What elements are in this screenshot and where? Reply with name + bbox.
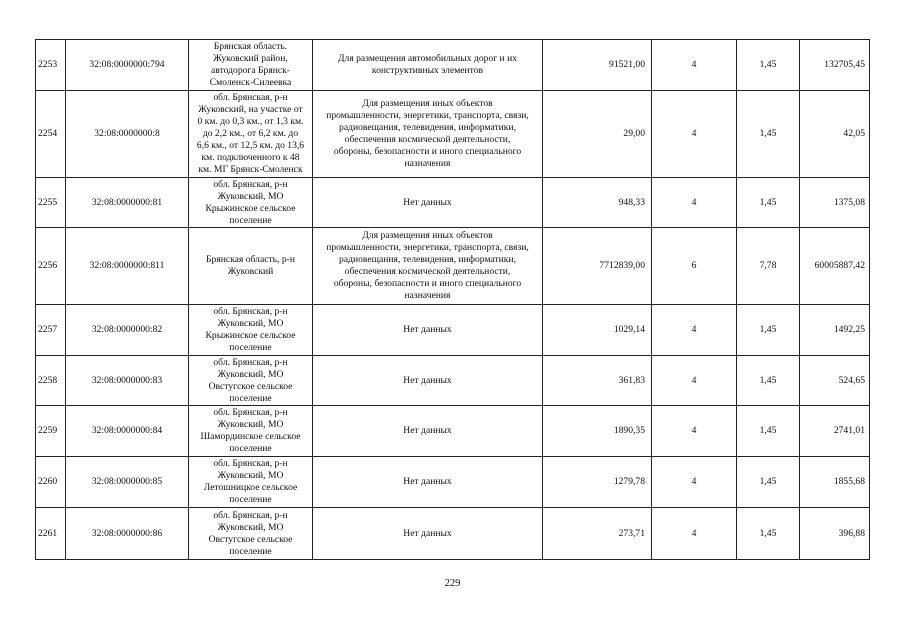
permitted-use-line: Для размещения автомобильных дорог и их bbox=[337, 53, 518, 64]
area-value-cell: 1029,14 bbox=[543, 305, 652, 356]
location-line: Жуковский район, bbox=[213, 53, 288, 64]
cadastral-number-cell: 32:08:0000000:794 bbox=[66, 40, 189, 91]
table-body bbox=[36, 40, 870, 560]
page-number: 229 bbox=[444, 578, 461, 589]
tax-value-cell: 1375,08 bbox=[800, 178, 870, 228]
location-line: поселение bbox=[229, 545, 272, 557]
location-line: 6,6 км., от 12,5 км. до 13,6 bbox=[196, 140, 305, 151]
location-line: Жуковский, МО bbox=[217, 470, 284, 481]
rate-value-cell: 1,45 bbox=[737, 508, 800, 560]
location-line: Жуковский bbox=[227, 266, 274, 277]
location-line: Крыжинское сельское bbox=[205, 202, 296, 214]
location-line: Жуковский, МО bbox=[217, 318, 284, 329]
permitted-use-line: радиовещания, телевидения, информатики, bbox=[339, 122, 516, 133]
cadastral-number-cell: 32:08:0000000:8 bbox=[66, 91, 189, 178]
permitted-use-line: обеспечения космической деятельности, bbox=[344, 266, 511, 277]
permitted-use-line: Для размещения иных объектов bbox=[362, 230, 493, 241]
location-line: обл. Брянская, р-н bbox=[213, 306, 288, 317]
row-number-cell: 2258 bbox=[36, 356, 66, 406]
cadastral-number-cell: 32:08:0000000:85 bbox=[66, 457, 189, 508]
permitted-use-line: промышленности, энергетики, транспорта, связи, bbox=[326, 242, 529, 253]
location-line: Шамординское сельское bbox=[200, 431, 301, 442]
group-value-cell: 4 bbox=[652, 305, 737, 356]
permitted-use-line: радиовещания, телевидения, информатики, bbox=[339, 254, 516, 265]
location-line: Овстугское сельское bbox=[208, 380, 293, 392]
tax-value-cell: 1855,68 bbox=[800, 457, 870, 508]
row-number-cell: 2253 bbox=[36, 40, 66, 91]
area-value-cell: 948,33 bbox=[543, 178, 652, 228]
permitted-use-line: обеспечения космической деятельности, bbox=[344, 134, 511, 145]
tax-value-cell: 524,65 bbox=[800, 356, 870, 406]
location-line: Жуковский, МО bbox=[217, 521, 284, 533]
permitted-use-line: Нет данных bbox=[403, 324, 452, 335]
location-line: Брянская область, р-н bbox=[206, 254, 295, 265]
table-row bbox=[36, 178, 870, 228]
tax-value-cell: 42,05 bbox=[800, 91, 870, 178]
group-value-cell: 6 bbox=[652, 228, 737, 305]
location-line: Смоленск-Силеевка bbox=[209, 77, 292, 88]
group-value-cell: 4 bbox=[652, 406, 737, 457]
table-row bbox=[36, 40, 870, 91]
location-line: Крыжинское сельское bbox=[205, 330, 296, 341]
location-line: обл. Брянская, р-н bbox=[213, 407, 288, 418]
rate-value-cell: 7,78 bbox=[737, 228, 800, 305]
area-value-cell: 7712839,00 bbox=[543, 228, 652, 305]
tax-value-cell: 60005887,42 bbox=[800, 228, 870, 305]
cadastral-number-cell: 32:08:0000000:811 bbox=[66, 228, 189, 305]
permitted-use-cell bbox=[313, 356, 543, 406]
permitted-use-cell bbox=[313, 457, 543, 508]
cadastral-number-cell: 32:08:0000000:86 bbox=[66, 508, 189, 560]
permitted-use-line: обороны, безопасности и иного специального bbox=[333, 278, 522, 289]
cadastral-number-cell: 32:08:0000000:82 bbox=[66, 305, 189, 356]
table-row bbox=[36, 508, 870, 560]
permitted-use-cell bbox=[313, 508, 543, 560]
location-line: поселение bbox=[229, 494, 272, 505]
row-number-cell: 2259 bbox=[36, 406, 66, 457]
location-line: обл. Брянская, р-н bbox=[213, 356, 288, 368]
location-line: автодорога Брянск- bbox=[211, 65, 290, 76]
location-cell bbox=[189, 91, 313, 178]
rate-value-cell: 1,45 bbox=[737, 406, 800, 457]
permitted-use-cell bbox=[313, 228, 543, 305]
location-cell bbox=[189, 178, 313, 228]
permitted-use-cell bbox=[313, 91, 543, 178]
location-line: до 2,2 км., от 6,2 км. до bbox=[202, 128, 299, 139]
location-cell bbox=[189, 228, 313, 305]
rate-value-cell: 1,45 bbox=[737, 356, 800, 406]
location-cell bbox=[189, 508, 313, 560]
location-cell bbox=[189, 40, 313, 91]
row-number-cell: 2261 bbox=[36, 508, 66, 560]
rate-value-cell: 1,45 bbox=[737, 305, 800, 356]
group-value-cell: 4 bbox=[652, 356, 737, 406]
cadastral-number-cell: 32:08:0000000:84 bbox=[66, 406, 189, 457]
area-value-cell: 273,71 bbox=[543, 508, 652, 560]
cadastral-number-cell: 32:08:0000000:81 bbox=[66, 178, 189, 228]
location-line: обл. Брянская, р-н bbox=[213, 509, 288, 521]
group-value-cell: 4 bbox=[652, 457, 737, 508]
location-line: Жуковский, на участке от bbox=[198, 104, 303, 115]
permitted-use-line: Для размещения иных объектов bbox=[362, 98, 493, 109]
location-cell bbox=[189, 406, 313, 457]
location-line: Жуковский, МО bbox=[217, 419, 284, 430]
location-line: км. МГ Брянск-Смоленск bbox=[198, 164, 303, 175]
group-value-cell: 4 bbox=[652, 91, 737, 178]
tax-value-cell: 2741,01 bbox=[800, 406, 870, 457]
group-value-cell: 4 bbox=[652, 40, 737, 91]
permitted-use-cell bbox=[313, 40, 543, 91]
rate-value-cell: 1,45 bbox=[737, 457, 800, 508]
location-line: км. подключенного к 48 bbox=[201, 152, 300, 163]
land-registry-table bbox=[35, 39, 870, 560]
rate-value-cell: 1,45 bbox=[737, 91, 800, 178]
area-value-cell: 1890,35 bbox=[543, 406, 652, 457]
location-line: Овстугское сельское bbox=[208, 533, 293, 545]
group-value-cell: 4 bbox=[652, 508, 737, 560]
permitted-use-line: Нет данных bbox=[403, 196, 452, 208]
permitted-use-cell bbox=[313, 305, 543, 356]
location-line: поселение bbox=[229, 214, 272, 226]
permitted-use-cell bbox=[313, 406, 543, 457]
tax-value-cell: 1492,25 bbox=[800, 305, 870, 356]
row-number-cell: 2260 bbox=[36, 457, 66, 508]
area-value-cell: 91521,00 bbox=[543, 40, 652, 91]
location-cell bbox=[189, 305, 313, 356]
location-line: поселение bbox=[229, 443, 272, 454]
permitted-use-line: Нет данных bbox=[403, 527, 452, 539]
area-value-cell: 361,83 bbox=[543, 356, 652, 406]
table-row bbox=[36, 457, 870, 508]
table-row bbox=[36, 406, 870, 457]
permitted-use-line: Нет данных bbox=[403, 476, 452, 487]
table-row bbox=[36, 228, 870, 305]
permitted-use-line: Нет данных bbox=[403, 425, 452, 436]
cadastral-number-cell: 32:08:0000000:83 bbox=[66, 356, 189, 406]
group-value-cell: 4 bbox=[652, 178, 737, 228]
table-row bbox=[36, 305, 870, 356]
permitted-use-line: Нет данных bbox=[403, 374, 452, 386]
permitted-use-line: промышленности, энергетики, транспорта, связи, bbox=[326, 110, 529, 121]
permitted-use-line: конструктивных элементов bbox=[371, 65, 484, 76]
location-cell bbox=[189, 356, 313, 406]
rate-value-cell: 1,45 bbox=[737, 40, 800, 91]
permitted-use-line: назначения bbox=[404, 290, 451, 301]
row-number-cell: 2257 bbox=[36, 305, 66, 356]
row-number-cell: 2254 bbox=[36, 91, 66, 178]
location-line: Летошницкое сельское bbox=[203, 482, 298, 493]
table-row bbox=[36, 91, 870, 178]
permitted-use-line: обороны, безопасности и иного специального bbox=[333, 146, 522, 157]
permitted-use-cell bbox=[313, 178, 543, 228]
area-value-cell: 29,00 bbox=[543, 91, 652, 178]
table-row bbox=[36, 356, 870, 406]
tax-value-cell: 132705,45 bbox=[800, 40, 870, 91]
row-number-cell: 2255 bbox=[36, 178, 66, 228]
area-value-cell: 1279,78 bbox=[543, 457, 652, 508]
location-line: обл. Брянская, р-н bbox=[213, 458, 288, 469]
location-line: обл. Брянская, р-н bbox=[213, 92, 288, 103]
location-line: поселение bbox=[229, 392, 272, 404]
location-line: обл. Брянская, р-н bbox=[213, 178, 288, 190]
row-number-cell: 2256 bbox=[36, 228, 66, 305]
permitted-use-line: назначения bbox=[404, 158, 451, 169]
rate-value-cell: 1,45 bbox=[737, 178, 800, 228]
location-line: Брянская область. bbox=[213, 41, 288, 52]
location-line: Жуковский, МО bbox=[217, 190, 284, 202]
location-line: поселение bbox=[229, 342, 272, 353]
location-line: Жуковский, МО bbox=[217, 368, 284, 380]
tax-value-cell: 396,88 bbox=[800, 508, 870, 560]
location-line: 0 км. до 0,3 км., от 1,3 км. bbox=[197, 116, 304, 127]
location-cell bbox=[189, 457, 313, 508]
